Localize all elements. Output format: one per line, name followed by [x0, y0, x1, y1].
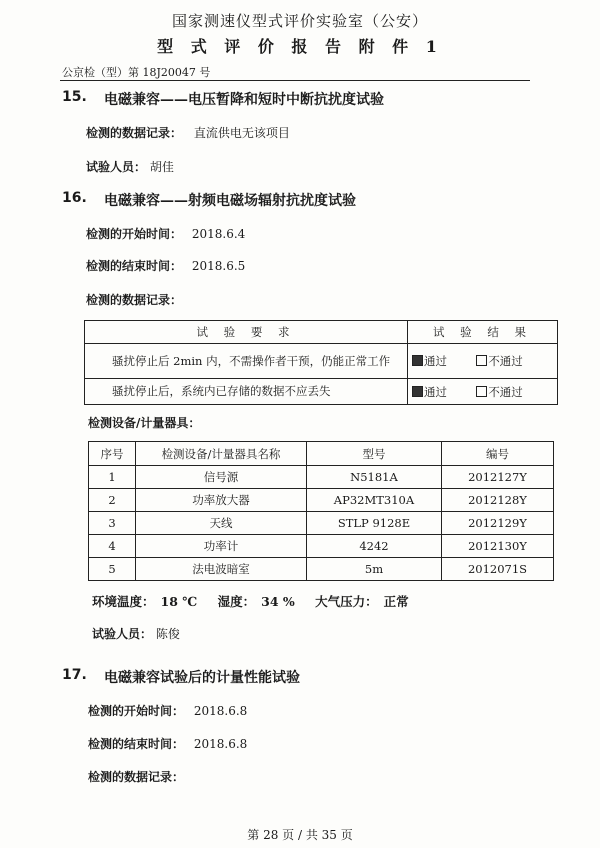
- pass-label: 通过: [424, 384, 447, 399]
- equipment-index: 3: [89, 512, 136, 535]
- humidity-value: 34 %: [261, 594, 295, 609]
- s16-person-value: 陈俊: [155, 627, 180, 641]
- equipment-header-row: [89, 442, 554, 466]
- s17-end-row: [88, 735, 247, 752]
- equipment-serial: 2012128Y: [442, 489, 554, 512]
- fail-label: 不通过: [488, 384, 523, 399]
- s15-person-row: [86, 158, 174, 175]
- result-cell: [408, 344, 558, 379]
- equipment-header-serial: 编号: [442, 442, 554, 466]
- table-row: [89, 489, 554, 512]
- s16-start-row: [86, 225, 245, 242]
- document-number: 公京检（型）第 18J20047 号: [62, 66, 211, 79]
- environment-conditions: [92, 592, 415, 610]
- section-15-title: 电磁兼容——电压暂降和短时中断抗扰度试验: [104, 92, 384, 108]
- equipment-index: 4: [89, 535, 136, 558]
- s16-equip-label: 检测设备/计量器具：: [88, 416, 201, 430]
- section-17-number: 17.: [62, 667, 87, 683]
- report-title: 型 式 评 价 报 告 附 件 1: [157, 37, 443, 56]
- equipment-name: 信号源: [136, 466, 307, 489]
- equipment-index: 2: [89, 489, 136, 512]
- s15-data-row: [86, 124, 290, 141]
- s17-end-label: 检测的结束时间：: [88, 737, 185, 751]
- requirement-cell: 骚扰停止后 2min 内，不需操作者干预，仍能正常工作: [85, 344, 408, 379]
- section-16-number: 16.: [62, 190, 87, 206]
- equipment-name: 功率计: [136, 535, 307, 558]
- s17-start-value: 2018.6.8: [193, 704, 248, 718]
- temperature-value: 18 ℃: [160, 594, 198, 609]
- s17-start-row: [88, 702, 247, 719]
- s16-person-label: 试验人员：: [92, 627, 153, 641]
- requirement-cell: 骚扰停止后，系统内已存储的数据不应丢失: [85, 379, 408, 405]
- pressure-label: 大气压力：: [315, 594, 378, 609]
- equipment-index: 1: [89, 466, 136, 489]
- section-16-title: 电磁兼容——射频电磁场辐射抗扰度试验: [104, 193, 356, 209]
- fail-label: 不通过: [488, 354, 523, 368]
- results-row: [85, 344, 558, 379]
- pass-label: 通过: [424, 354, 447, 368]
- result-cell: [408, 379, 558, 405]
- section-15-number: 15.: [62, 89, 87, 105]
- equipment-model: N5181A: [307, 466, 442, 489]
- pass-checkbox[interactable]: [412, 355, 423, 366]
- equipment-header-model: 型号: [307, 442, 442, 466]
- equipment-table: [88, 441, 554, 581]
- page-number: 第 28 页 / 共 35 页: [247, 828, 353, 842]
- fail-checkbox[interactable]: [476, 386, 487, 397]
- s15-data-value: 直流供电无该项目: [193, 126, 290, 140]
- equipment-name: 功率放大器: [136, 489, 307, 512]
- pass-checkbox[interactable]: [412, 386, 423, 397]
- s17-end-value: 2018.6.8: [193, 737, 248, 751]
- results-header-requirement: 试 验 要 求: [85, 321, 408, 344]
- results-row: [85, 379, 558, 405]
- equipment-model: 4242: [307, 535, 442, 558]
- equipment-serial: 2012130Y: [442, 535, 554, 558]
- equipment-index: 5: [89, 558, 136, 581]
- fail-checkbox[interactable]: [476, 355, 487, 366]
- lab-name: 国家测速仪型式评价实验室（公安）: [171, 12, 428, 30]
- equipment-name: 法电波暗室: [136, 558, 307, 581]
- equipment-header-name: 检测设备/计量器具名称: [136, 442, 307, 466]
- table-row: [89, 466, 554, 489]
- equipment-name: 天线: [136, 512, 307, 535]
- humidity-label: 湿度：: [217, 594, 256, 609]
- table-row: [89, 558, 554, 581]
- equipment-serial: 2012071S: [442, 558, 554, 581]
- pressure-value: 正常: [383, 594, 409, 609]
- s17-data-label: 检测的数据记录：: [88, 770, 185, 784]
- header-rule: [60, 80, 530, 81]
- equipment-header-index: 序号: [89, 442, 136, 466]
- temperature-label: 环境温度：: [92, 594, 155, 609]
- equipment-model: STLP 9128E: [307, 512, 442, 535]
- s16-data-label: 检测的数据记录：: [86, 293, 183, 307]
- equipment-model: AP32MT310A: [307, 489, 442, 512]
- s17-start-label: 检测的开始时间：: [88, 704, 185, 718]
- table-row: [89, 535, 554, 558]
- s16-start-value: 2018.6.4: [191, 227, 246, 241]
- equipment-model: 5m: [307, 558, 442, 581]
- table-row: [89, 512, 554, 535]
- s16-person-row: [92, 625, 180, 642]
- s16-end-label: 检测的结束时间：: [86, 259, 183, 273]
- s16-end-row: [86, 257, 245, 274]
- equipment-serial: 2012129Y: [442, 512, 554, 535]
- s16-start-label: 检测的开始时间：: [86, 227, 183, 241]
- section-17-title: 电磁兼容试验后的计量性能试验: [104, 670, 300, 686]
- results-header-result: 试 验 结 果: [408, 321, 558, 344]
- equipment-serial: 2012127Y: [442, 466, 554, 489]
- results-header-row: [85, 321, 558, 344]
- s16-end-value: 2018.6.5: [191, 259, 246, 273]
- s15-person-label: 试验人员：: [86, 160, 147, 174]
- s15-data-label: 检测的数据记录：: [86, 126, 183, 140]
- s15-person-value: 胡佳: [149, 160, 174, 174]
- test-results-table: [84, 320, 558, 405]
